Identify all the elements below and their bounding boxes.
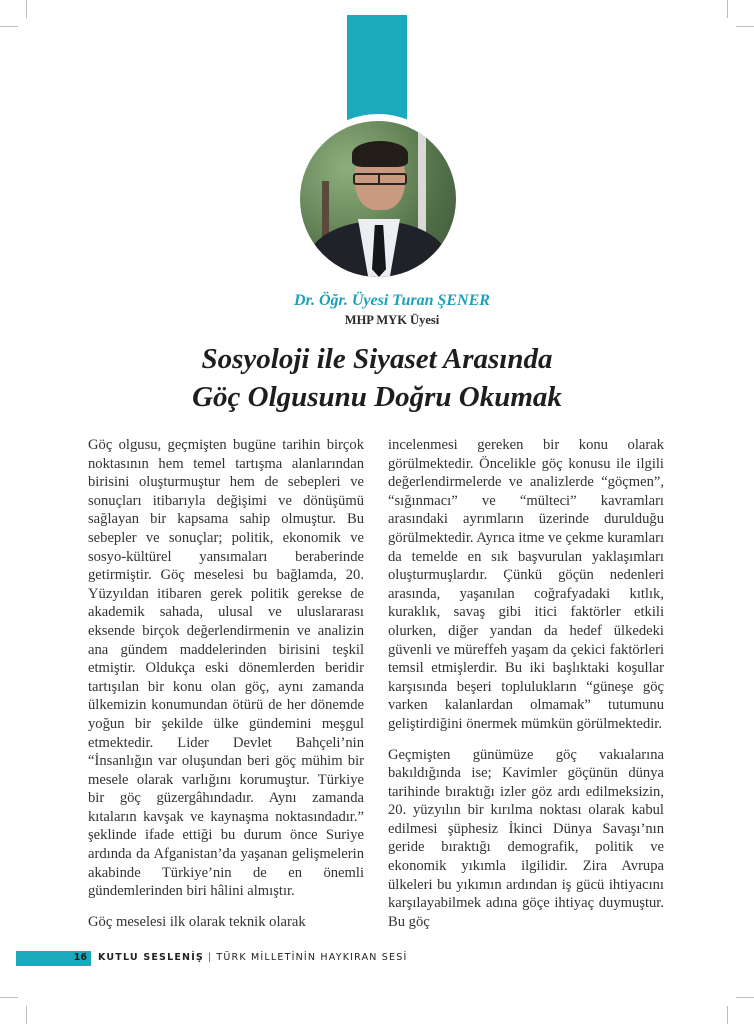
footer-separator: | xyxy=(207,952,213,963)
magazine-tagline: TÜRK MİLLETİNİN HAYKIRAN SESİ xyxy=(216,952,408,963)
paragraph: Göç meselesi ilk olarak teknik olarak xyxy=(88,913,306,930)
portrait-glasses xyxy=(353,173,407,185)
portrait-hair xyxy=(352,141,408,167)
crop-mark-bottom-left-v xyxy=(26,1006,27,1024)
magazine-name: KUTLU SESLENİŞ xyxy=(98,952,204,963)
article-title-line-1: Sosyoloji ile Siyaset Arasında xyxy=(201,343,553,375)
crop-mark-top-left-h xyxy=(0,26,18,27)
crop-mark-top-left-v xyxy=(26,0,27,18)
author-role: MHP MYK Üyesi xyxy=(344,313,440,327)
author-name: Dr. Öğr. Üyesi Turan ŞENER xyxy=(294,292,490,309)
footer-running-title xyxy=(98,952,407,963)
crop-mark-top-right-v xyxy=(727,0,728,18)
article-column-left xyxy=(88,436,364,943)
decorative-teal-bar xyxy=(347,15,407,121)
page-number: 16 xyxy=(73,952,87,963)
crop-mark-bottom-left-h xyxy=(0,997,18,998)
crop-mark-bottom-right-h xyxy=(736,997,754,998)
author-portrait-photo xyxy=(300,121,456,277)
article-title xyxy=(0,340,754,416)
footer-page-tab xyxy=(16,951,91,966)
paragraph: incelenmesi gereken bir konu olarak görülmektedir. Öncelikle göç konusu ile ilgili değerlendirmelerde ve analizlerde “göçmen”, “sığınmacı” ve “mülteci” kavramları arasındaki ayrımların üzerinde durulduğu görülmektedir. Ayrıca itme ve çekme kuramları da temelde en sık başvurulan yaklaşımları oluşturmuşlardır. Çünkü göçün nedenleri arasında, yaşanılan coğrafyadaki kıtlık, kuraklık, savaş gibi itici faktörler etkili olurken, diğer yandan da hedef ülkedeki güvenli ve müreffeh yaşam da çekici faktörleri temsil etmişlerdir. Bu iki başlıktaki koşullar karşısında beşeri toplulukların “güneşe göç varken kalanlardan olmamak” tutumunu geliştirdiğini önermek mümkün görülmektedir. xyxy=(388,437,664,732)
paragraph: Geçmişten günümüze göç vakıalarına bakıldığında ise; Kavimler göçünün dünya tarihinde bıraktığı izler göz ardı edilmeksizin, 20. yüzyılın bir kırılma noktası olarak kabul edilmesi şüphesiz İkinci Dünya Savaşı’nın geride bıraktığı demografik, politik ve ekonomik yıkımla ilgilidir. Zira Avrupa ülkeleri bu yıkımın ardından iş gücü ihtiyacını karşılayabilmek adına göçe ihtiyaç duymuştur. Bu göç xyxy=(388,746,664,930)
article-column-right xyxy=(388,436,664,943)
article-title-line-2: Göç Olgusunu Doğru Okumak xyxy=(192,381,562,413)
crop-mark-bottom-right-v xyxy=(727,1006,728,1024)
crop-mark-top-right-h xyxy=(736,26,754,27)
paragraph: Göç olgusu, geçmişten bugüne tarihin birçok noktasının hem temel tartışma alanlarından birisini oluşturmuştur hem de sebepleri ve sonuçları itibarıyla değişimi ve dönüşümü sağlayan bir kapsama sahip olmuştur. Bu sebepler ve sonuçlar; politik, ekonomik ve sosyo-kültürel yansımaları beraberinde getirmiştir. Göç meselesi bu bağlamda, 20. Yüzyıldan itibaren gerek politik gerekse de akademik sahada, ulusal ve uluslararası eksende birçok değerlendirmenin ve analizin ana gündem maddelerinden birisini teşkil etmiştir. Oldukça eski dönemlerden beridir tartışılan bir konu olan göç, aynı zamanda ülkemizin konumundan ötürü de her dönemde yoğun bir şekilde ülke gündemini meşgul etmektedir. Lider Devlet Bahçeli’nin “İnsanlığın var oluşundan beri göç mühim bir mesele olarak varlığını korumuştur. Türkiye bir göç güzergâhındadır. Aynı zamanda kıtaların kavşak ve kaynaşma noktasındadır.” şeklinde ifade ettiği bu durum önce Suriye ardında da Afganistan’da yaşanan gelişmelerin akabinde Türkiye’nin de en önemli gündemlerinden biri hâlini almıştır. xyxy=(88,437,364,900)
